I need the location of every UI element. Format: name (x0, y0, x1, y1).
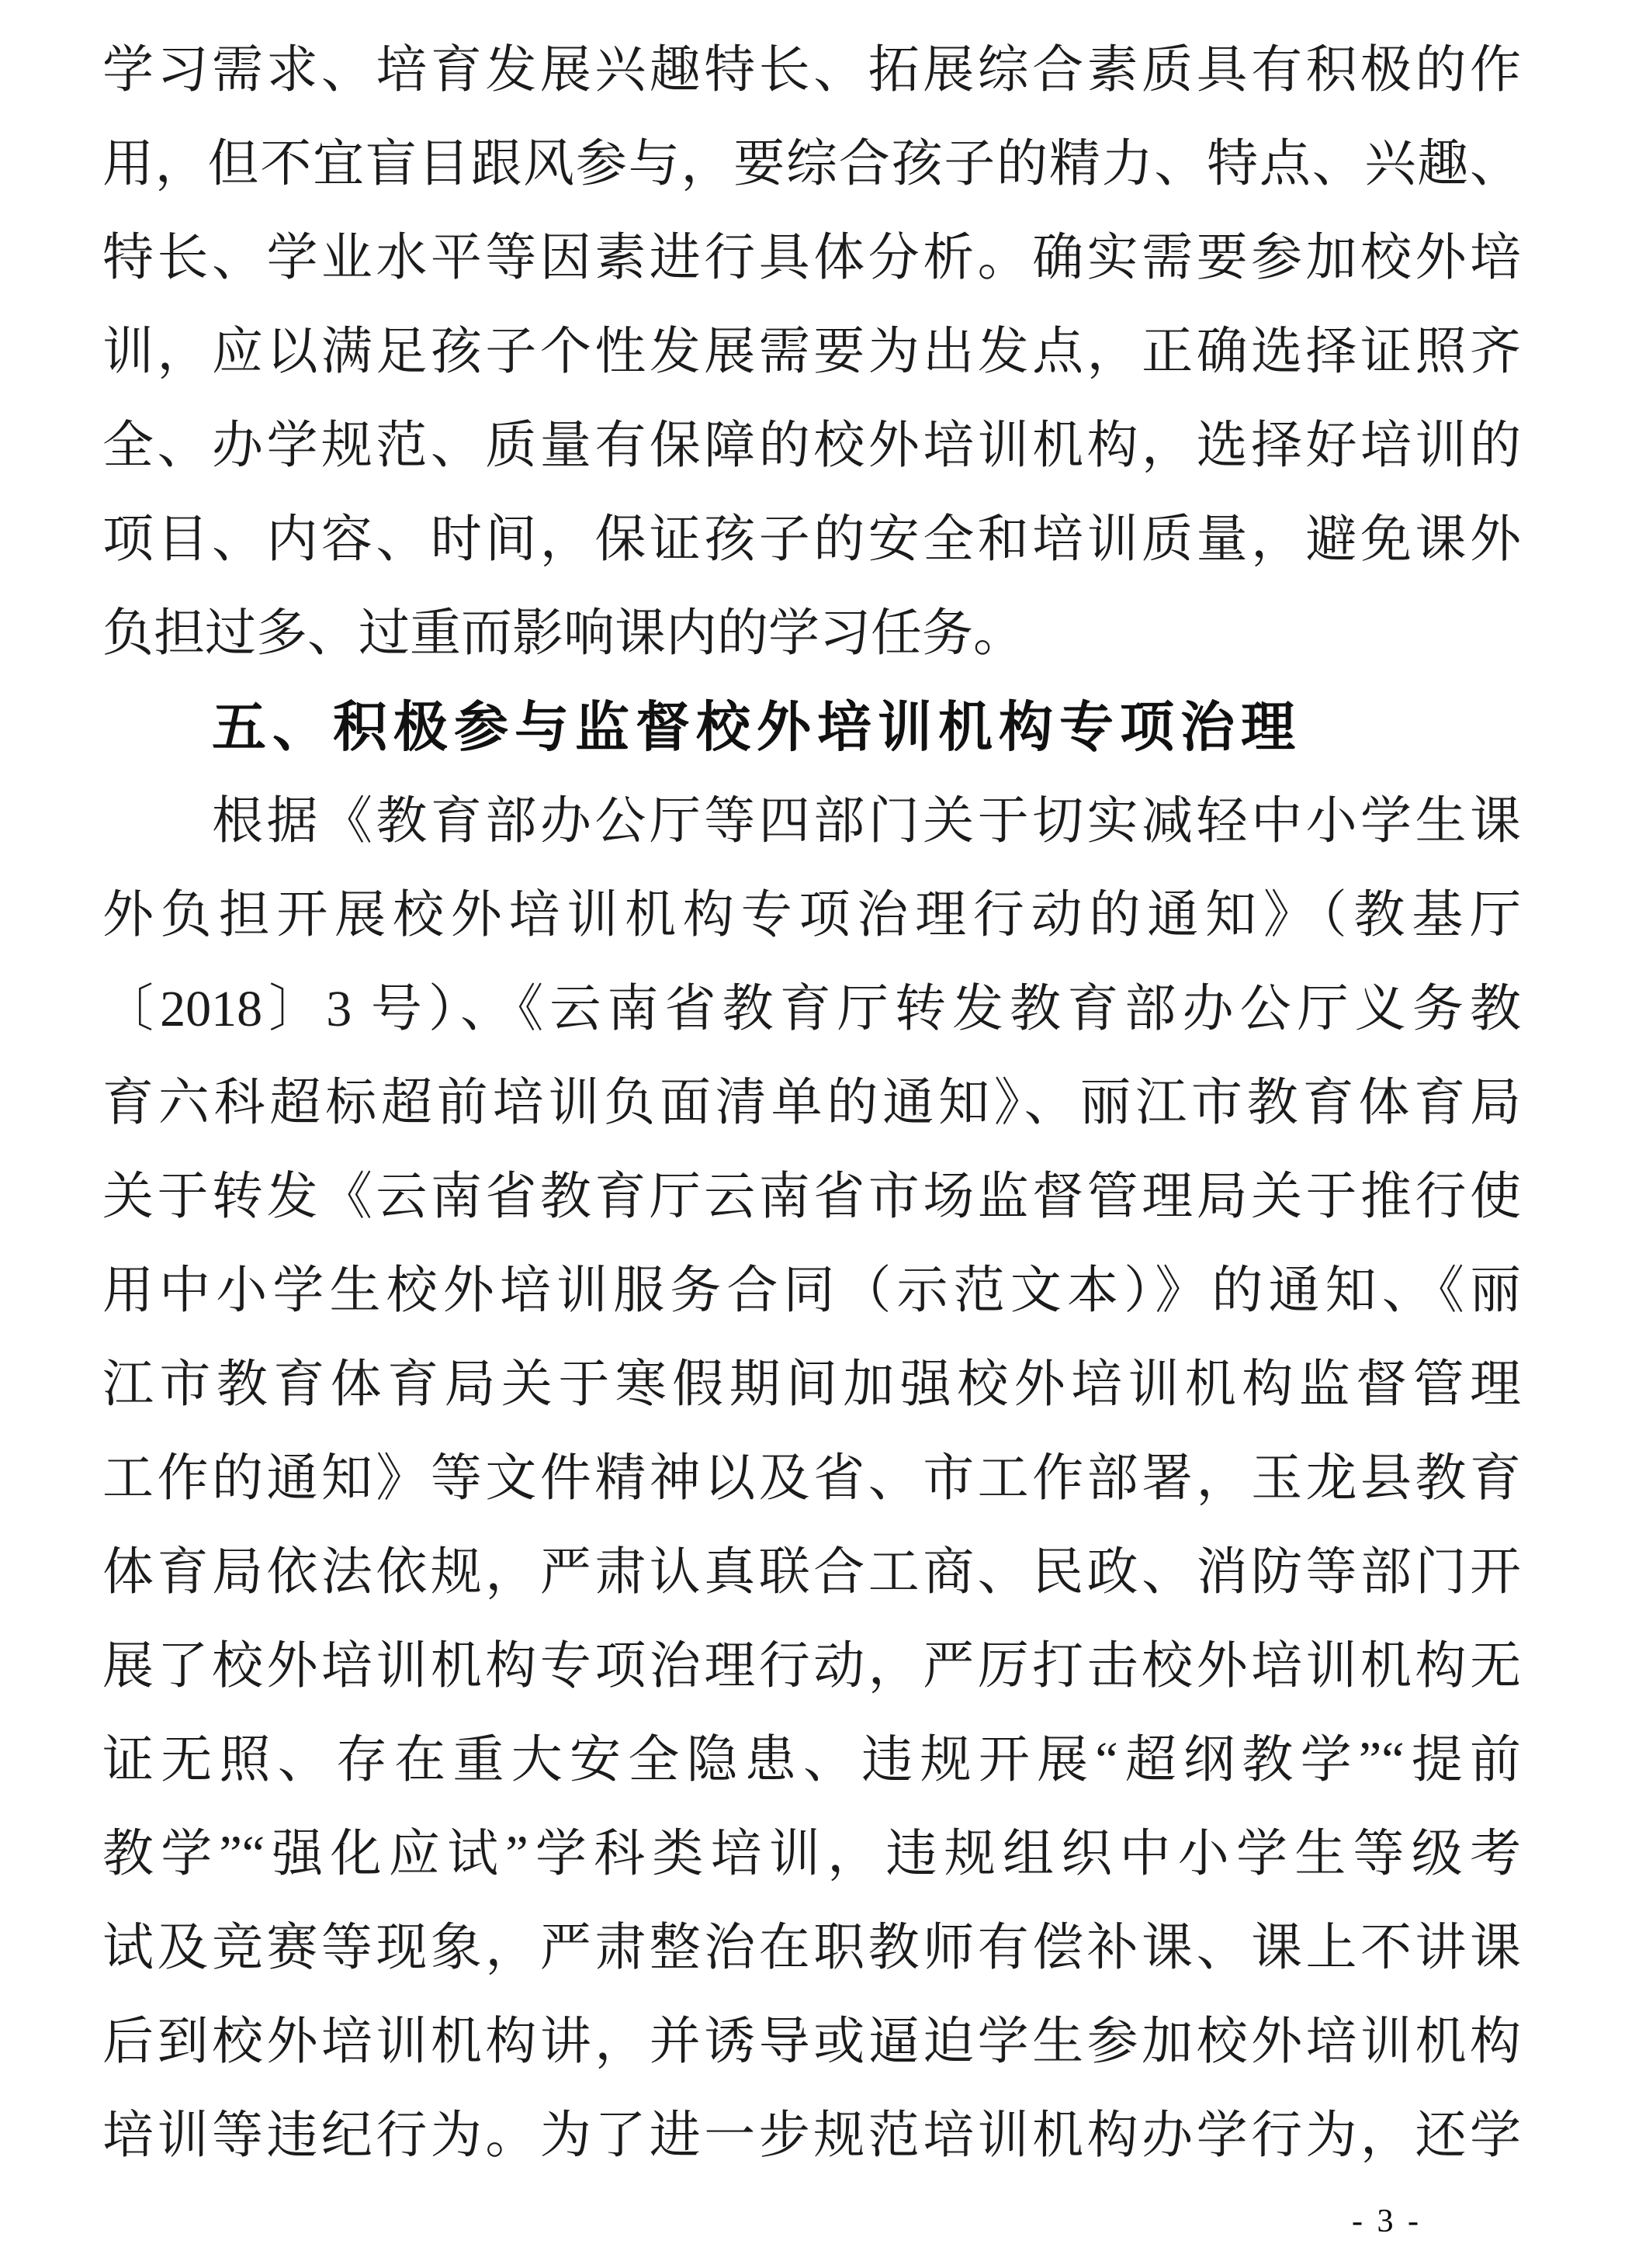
text-line: 教学”“强化应试”学科类培训，违规组织中小学生等级考 (102, 1826, 1521, 1882)
text-line: 培训等违纪行为。为了进一步规范培训机构办学行为，还学 (102, 2107, 1521, 2164)
text-line: 后到校外培训机构讲，并诱导或逼迫学生参加校外培训机构 (102, 2013, 1521, 2070)
text-line: 负担过多、过重而影响课内的学习任务。 (102, 605, 1024, 662)
text-line: 项目、内容、时间，保证孩子的安全和培训质量，避免课外 (102, 511, 1521, 568)
text-line: 育六科超标超前培训负面清单的通知》、丽江市教育体育局 (102, 1075, 1521, 1131)
text-line: 关于转发《云南省教育厅云南省市场监督管理局关于推行使 (102, 1169, 1521, 1225)
text-line: 展了校外培训机构专项治理行动，严厉打击校外培训机构无 (102, 1638, 1521, 1695)
text-line: 用，但不宜盲目跟风参与，要综合孩子的精力、特点、兴趣、 (102, 136, 1521, 192)
text-line: 全、办学规范、质量有保障的校外培训机构，选择好培训的 (102, 417, 1521, 474)
text-line: 外负担开展校外培训机构专项治理行动的通知》（教基厅 (102, 887, 1521, 944)
text-line: 学习需求、培育发展兴趣特长、拓展综合素质具有积极的作 (102, 42, 1521, 99)
text-line: 体育局依法依规，严肃认真联合工商、民政、消防等部门开 (102, 1544, 1521, 1601)
text-line: 江市教育体育局关于寒假期间加强校外培训机构监督管理 (102, 1356, 1521, 1413)
text-line: 特长、学业水平等因素进行具体分析。确实需要参加校外培 (102, 230, 1521, 286)
text-line: 用中小学生校外培训服务合同（示范文本）》的通知、《丽 (102, 1262, 1521, 1319)
text-line: 证无照、存在重大安全隐患、违规开展“超纲教学”“提前 (102, 1732, 1521, 1788)
text-line: 试及竞赛等现象，严肃整治在职教师有偿补课、课上不讲课 (102, 1920, 1521, 1976)
text-block (102, 23, 1521, 2183)
section-heading: 五、积极参与监督校外培训机构专项治理 (212, 697, 1301, 757)
text-line: 〔2018〕3 号）、《云南省教育厅转发教育部办公厅义务教 (102, 981, 1521, 1037)
text-line: 根据《教育部办公厅等四部门关于切实减轻中小学生课 (212, 793, 1521, 850)
text-line: 训，应以满足孩子个性发展需要为出发点，正确选择证照齐 (102, 324, 1521, 380)
page-number: - 3 - (1352, 2204, 1422, 2239)
text-line: 工作的通知》等文件精神以及省、市工作部署，玉龙县教育 (102, 1450, 1521, 1507)
